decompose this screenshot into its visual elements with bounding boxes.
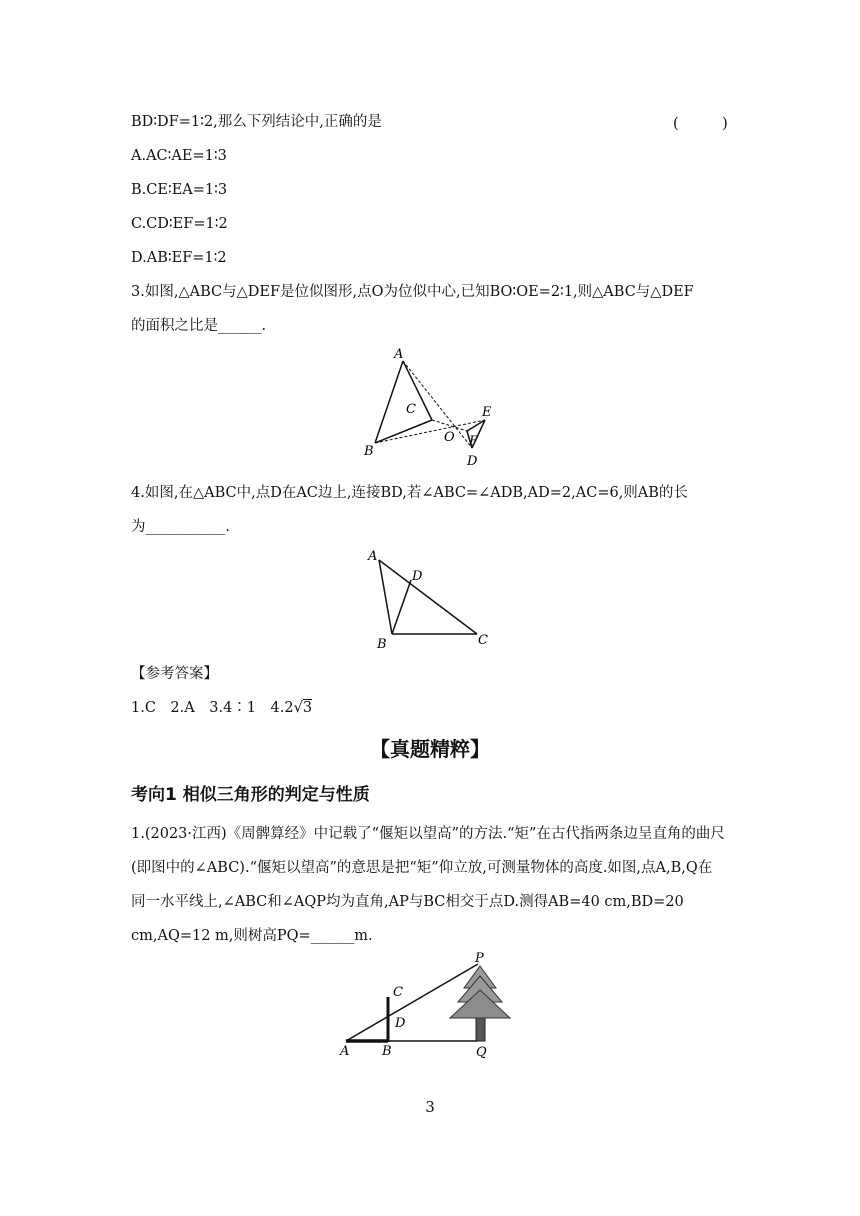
label-e: E — [482, 405, 492, 420]
label-c: C — [478, 633, 488, 648]
label-o: O — [444, 430, 455, 445]
answers-radicand: 3 — [302, 700, 313, 716]
problem-1-line-3: 同一水平线上,∠ABC和∠AQP均为直角,AP与BC相交于点D.测得AB=40 cm,BD=20 — [131, 894, 684, 910]
label-b: B — [377, 637, 387, 652]
problem-1-line-1: 1.(2023·江西)《周髀算经》中记载了“偃矩以望高”的方法.“矩”在古代指两条边呈直角的曲尺 — [131, 826, 725, 842]
question-4-line-1: 4.如图,在△ABC中,点D在AC边上,连接BD,若∠ABC=∠ADB,AD=2,AC=6,则AB的长 — [131, 485, 688, 501]
page-number: 3 — [425, 1098, 435, 1116]
figure-tree-measure — [338, 948, 533, 1060]
figure-triangle-abc — [365, 546, 495, 651]
question-3-line-1: 3.如图,△ABC与△DEF是位似图形,点O为位似中心,已知BO∶OE=2∶1,则△ABC与△DEF — [131, 284, 694, 300]
label-f: F — [469, 434, 479, 449]
label-d: D — [395, 1016, 406, 1031]
option-c: C.CD∶EF=1∶2 — [131, 216, 228, 232]
problem-1-line-4: cm,AQ=12 m,则树高PQ=______m. — [131, 928, 373, 944]
question-4-line-2: 为___________. — [131, 519, 230, 535]
option-b: B.CE∶EA=1∶3 — [131, 182, 228, 198]
answers-heading: 【参考答案】 — [131, 666, 218, 682]
label-b: B — [364, 444, 374, 459]
label-d: D — [467, 454, 478, 469]
label-a: A — [340, 1044, 350, 1059]
section-title: 【真题精粹】 — [370, 737, 490, 761]
label-a: A — [368, 549, 378, 564]
question-2-tail: BD∶DF=1∶2,那么下列结论中,正确的是 — [131, 114, 382, 130]
question-3-line-2: 的面积之比是______. — [131, 318, 267, 334]
label-a: A — [394, 347, 404, 362]
label-q: Q — [476, 1045, 487, 1060]
answer-bracket: ( ) — [673, 116, 728, 132]
option-d: D.AB∶EF=1∶2 — [131, 250, 227, 266]
label-p: P — [475, 951, 484, 966]
label-c: C — [406, 402, 416, 417]
answers-text: 1.C 2.A 3.4∶1 4.2 — [131, 700, 294, 716]
label-d: D — [412, 569, 423, 584]
option-a: A.AC∶AE=1∶3 — [131, 148, 227, 164]
label-c: C — [393, 985, 403, 1000]
answers-line: 1.C 2.A 3.4∶1 4.2√3 — [131, 700, 313, 716]
figure-homothety — [360, 345, 510, 470]
label-b: B — [382, 1044, 392, 1059]
problem-1-line-2: (即图中的∠ABC).“偃矩以望高”的意思是把“矩”仰立放,可测量物体的高度.如图,点A,B,Q在 — [131, 860, 713, 876]
tree-icon — [450, 966, 510, 1041]
sub-title: 考向1 相似三角形的判定与性质 — [131, 785, 370, 805]
